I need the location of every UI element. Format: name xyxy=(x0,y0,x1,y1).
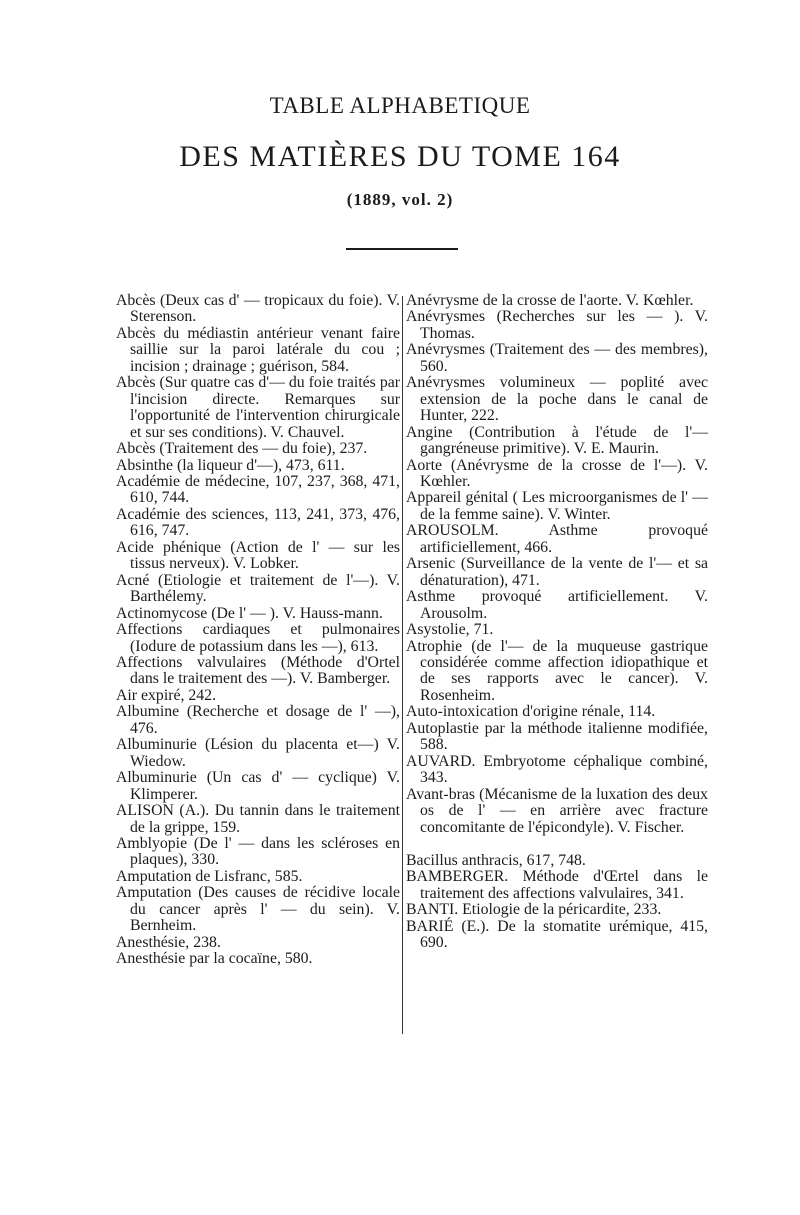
index-entry: Abcès du médiastin antérieur venant faire saillie sur la paroi latérale du cou ; incision ; drainage ; guérison, 584. xyxy=(116,324,400,375)
index-entry: Abcès (Traitement des — du foie), 237. xyxy=(116,440,368,458)
index-entry: Asystolie, 71. xyxy=(406,621,494,639)
index-entry: Actinomycose (De l' — ). V. Hauss-mann. xyxy=(116,604,383,622)
right-column xyxy=(406,293,708,952)
index-entry: Amputation de Lisfranc, 585. xyxy=(116,867,303,885)
index-entry: Angine (Contribution à l'étude de l'— gangréneuse primitive). V. E. Maurin. xyxy=(406,423,708,458)
index-entry: Anesthésie par la cocaïne, 580. xyxy=(116,950,313,968)
page-title-line-2: DES MATIÈRES DU TOME 164 xyxy=(179,140,621,173)
index-entry: BARIÉ (E.). De la stomatite urémique, 415, 690. xyxy=(406,917,708,952)
title-rule xyxy=(346,248,458,250)
index-entry: Albumine (Recherche et dosage de l' —), 476. xyxy=(116,703,400,737)
index-entry: Anévrysme de la crosse de l'aorte. V. Kœhler. xyxy=(406,292,694,309)
index-entry: Albuminurie (Lésion du placenta et—) V. Wiedow. xyxy=(116,736,400,770)
index-entry: AUVARD. Embryotome céphalique combiné, 343. xyxy=(406,752,708,787)
index-entry: Auto-intoxication d'origine rénale, 114. xyxy=(406,703,656,721)
index-entry: Absinthe (la liqueur d'—), 473, 611. xyxy=(116,456,345,474)
index-entry: Air expiré, 242. xyxy=(116,686,217,704)
index-entry: Affections valvulaires (Méthode d'Ortel dans le traitement des —). V. Bamberger. xyxy=(116,653,400,688)
index-entry: Anévrysmes (Recherches sur les — ). V. Thomas. xyxy=(406,308,708,342)
index-entry: Anesthésie, 238. xyxy=(116,933,221,951)
index-entry: Amblyopie (De l' — dans les scléroses en plaques), 330. xyxy=(116,834,400,869)
index-entry: Albuminurie (Un cas d' — cyclique) V. Klimperer. xyxy=(116,769,400,803)
index-entry: Anévrysmes (Traitement des — des membres), 560. xyxy=(406,341,708,375)
page-title-line-1: TABLE ALPHABETIQUE xyxy=(269,93,531,118)
index-entry: Académie des sciences, 113, 241, 373, 476, 616, 747. xyxy=(116,505,400,540)
index-entry: Affections cardiaques et pulmonaires (Iodure de potassium dans les —), 613. xyxy=(116,621,400,655)
index-entry: Autoplastie par la méthode italienne modifiée, 588. xyxy=(406,719,708,754)
left-column xyxy=(116,293,400,968)
index-entry: Appareil génital ( Les microorganismes de l' — de la femme saine). V. Winter. xyxy=(406,489,708,523)
index-entry: Asthme provoqué artificiellement. V. Arousolm. xyxy=(406,588,708,622)
index-entry: Bacillus anthracis, 617, 748. xyxy=(406,851,586,869)
index-entry: Atrophie (de l'— de la muqueuse gastrique considérée comme affection idiopathique et de ses rapports avec le cancer). V. Rosenheim. xyxy=(406,637,708,704)
index-entry: Abcès (Sur quatre cas d'— du foie traités par l'incision directe. Remarques sur l'opportunité de l'intervention chirurgicale et sur ses conditions). V. Chauvel. xyxy=(116,374,400,441)
index-entry: Arsenic (Surveillance de la vente de l'— et sa dénaturation), 471. xyxy=(406,555,708,589)
column-divider xyxy=(402,296,403,1034)
index-entry: Aorte (Anévrysme de la crosse de l'—). V. Kœhler. xyxy=(406,456,708,490)
index-entry: Anévrysmes volumineux — poplité avec extension de la poche dans le canal de Hunter, 222. xyxy=(406,374,708,425)
index-entry: Académie de médecine, 107, 237, 368, 471, 610, 744. xyxy=(116,472,400,507)
index-entry: Acide phénique (Action de l' — sur les tissus nerveux). V. Lobker. xyxy=(116,538,400,573)
index-entry: BAMBERGER. Méthode d'Œrtel dans le traitement des affections valvulaires, 341. xyxy=(406,868,708,902)
index-entry: Abcès (Deux cas d' — tropicaux du foie). V. Sterenson. xyxy=(116,292,400,326)
index-entry: Avant-bras (Mécanisme de la luxation des deux os de l' — en arrière avec fracture concomitante de l'épicondyle). V. Fischer. xyxy=(406,785,708,836)
index-entry: BANTI. Etiologie de la péricardite, 233. xyxy=(406,901,662,919)
index-entry: Amputation (Des causes de récidive locale du cancer après l' — du sein). V. Bernheim. xyxy=(116,884,400,935)
index-entry: AROUSOLM. Asthme provoqué artificiellement, 466. xyxy=(406,522,708,556)
volume-subtitle: (1889, vol. 2) xyxy=(346,190,454,209)
index-entry: Acné (Etiologie et traitement de l'—). V. Barthélemy. xyxy=(116,571,400,606)
index-entry: ALISON (A.). Du tannin dans le traitement de la grippe, 159. xyxy=(116,802,400,836)
